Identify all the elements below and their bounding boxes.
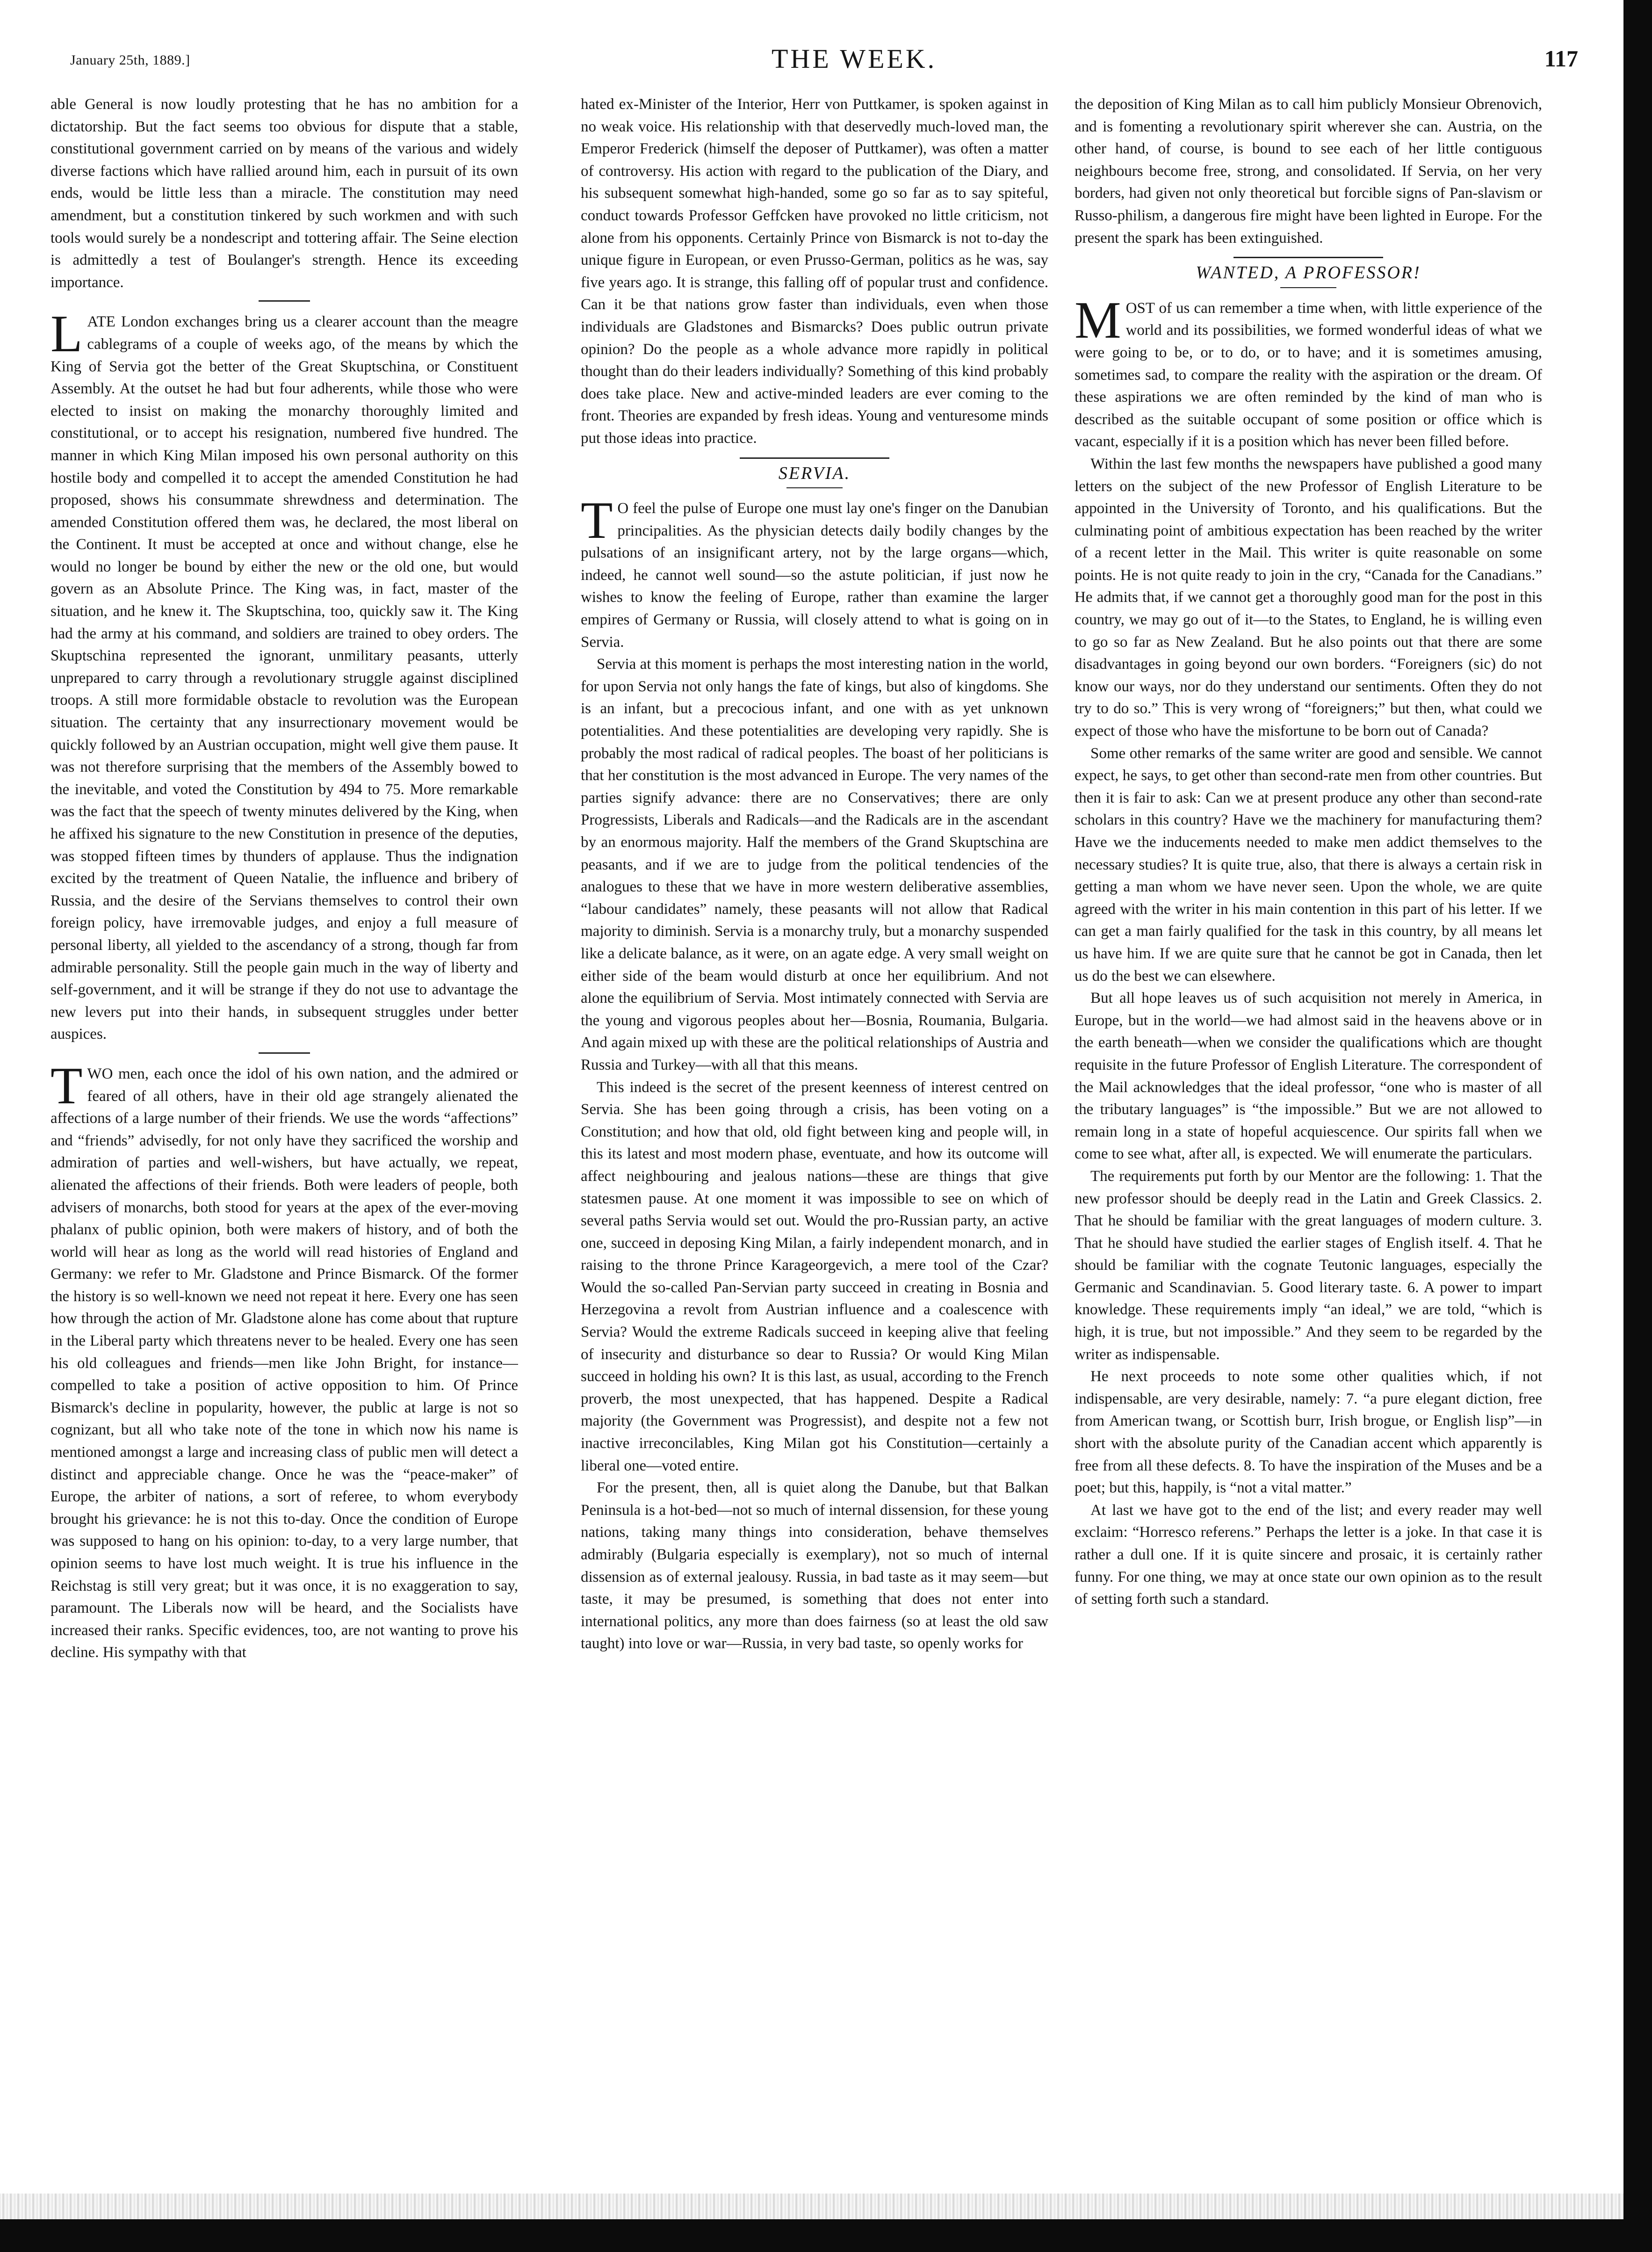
section-divider [740, 457, 889, 459]
paragraph-boulanger: able General is now loudly protesting that he has no ambition for a dictatorship. But the fact seems too obvious for dispute that a stable, constitutional government carried on by means of the various and widely diverse factions which have rallied around him, each in pursuit of its own ends, would be little less than a miracle. The constitution may need amendment, but a constitution tinkered by such workmen and with such tools would surely be a nondescript and tottering affair. The Seine election is admittedly a test of Boulanger's strength. Hence its exceeding importance. [50, 96, 518, 291]
issue-date: January 25th, 1889.] [70, 52, 190, 68]
column-1 [50, 94, 518, 2184]
page-number: 117 [1544, 45, 1578, 72]
masthead [51, 43, 1613, 76]
column-2 [581, 94, 1048, 2184]
paragraph-servia-interesting: Servia at this moment is perhaps the most interesting nation in the world, for upon Servia not only hangs the fate of kings, but also of kingdoms. She is an infant, but a precocious infant, and one with as yet unknown potentialities. And these potentialities are developing very rapidly. She is probably the most radical of radical peoples. The boast of her politicians is that her constitution is the most advanced in Europe. The very names of the parties signify advance: there are no Conservatives; there are only Progressists, Liberals and Radicals—and the Radicals are in the ascendant by an enormous majority. Half the members of the Grand Skuptschina are peasants, and if we are to judge from the political tendencies of the analogues to these that we have in more western deliberative assemblies, “labour candidates” namely, these peasants will not allow that Radical majority to diminish. Servia is a monarchy truly, but a monarchy suspended like a delicate balance, as it were, on an agate edge. A very small weight on either side of the beam would disturb at once her equilibrium. And not alone the equilibrium of Servia. Most intimately connected with Servia are the young and vigorous peoples about her—Bosnia, Roumania, Bulgaria. And again mixed up with these are the political relationships of Austria and Russia and Turkey—with all that this means. [581, 656, 1048, 1073]
scan-edge-right [1623, 0, 1652, 2252]
scan-edge-bottom [0, 2219, 1652, 2252]
heading-underline [786, 487, 843, 488]
article-heading-servia: SERVIA. [778, 463, 851, 483]
paragraph-professor-hope: But all hope leaves us of such acquisition not merely in America, in Europe, but in the world—we had almost said in the heavens above or in the earth beneath—when we consider the qualifications which are thought requisite in the future Professor of English Literature. The correspondent of the Mail acknowledges that the ideal professor, “one who is master of all the tributary languages” is “the impossible.” But we are not allowed to remain long in a state of hopeful acquiescence. Our spirits fall when we come to see what, after all, is expected. We will enumerate the particulars. [1075, 990, 1542, 1163]
heading-underline [1280, 287, 1336, 288]
paragraph-servia-keenness: This indeed is the secret of the present keenness of interest centred on Servia. She has been going through a crisis, has been voting on a Constitution; and how that old, old fight between king and people will, in this its latest and most modern phase, eventuate, and how its outcome will affect neighbouring and jealous nations—these are things that give statesmen pause. At one moment it was impossible to see on which of several paths Servia would set out. Would the pro-Russian party, an active one, succeed in deposing King Milan, a fairly independent monarch, and in raising to the throne Prince Karageorgevich, a mere tool of the Czar? Would the so-called Pan-Servian party succeed in creating in Bosnia and Herzegovina a revolt from Austrian influence and a coalescence with Servia? Would the extreme Radicals succeed in keeping alive that feeling of insecurity and disturbance so dear to Russia? Or would King Milan succeed in holding his own? It is this last, as usual, according to the French proverb, the most unexpected, that has happened. Despite a Radical majority (the Government was Progressist), and despite not a few not inactive irreconcilables, King Milan got his Constitution—certainly a liberal one—voted entire. [581, 1079, 1048, 1474]
paragraph-professor-requirements: The requirements put forth by our Mentor are the following: 1. That the new professor should be deeply read in the Latin and Greek Classics. 2. That he should be familiar with the great languages of modern culture. 3. That he should have studied the earlier stages of English itself. 4. That he should be familiar with the cognate Teutonic languages, especially the Germanic and Scandinavian. 5. Good literary taste. 6. A power to impart knowledge. These requirements imply “an ideal,” we are told, “which is high, it is true, but not impossible.” And they seem to be regarded by the writer as indispensable. [1075, 1167, 1542, 1363]
paragraph-professor-intro: MOST of us can remember a time when, with little experience of the world and its possibilities, we formed wonderful ideas of what we were going to be, or to do, or to have; and it is sometimes amusing, sometimes sad, to compare the reality with the aspiration or the dream. Of these aspirations we are often reminded by the kind of man who is described as the suitable occupant of some position or office which is vacant, especially if it is a position which has never been filled before. [1075, 291, 1542, 450]
paragraph-professor-conclusion: At last we have got to the end of the list; and every reader may well exclaim: “Horresco referens.” Perhaps the letter is a joke. In that case it is rather a dull one. If it is quite sincere and prosaic, it is certainly rather funny. For one thing, we may at once state our own opinion as to the result of setting forth such a standard. [1075, 1501, 1542, 1608]
article-heading-wanted-professor: WANTED, A PROFESSOR! [1196, 263, 1421, 283]
scan-edge-bottom-shade [0, 2194, 1623, 2219]
column-3 [1075, 94, 1542, 2184]
paragraph-professor-qualities: He next proceeds to note some other qualities which, if not indispensable, are very desirable, namely: 7. “a pure elegant diction, free from American twang, or Scottish burr, Irish brogue, or English lisp”—in short with the absolute purity of the Canadian accent which apparently is free from all these defects. 8. To have the inspiration of the Muses and be a poet; but this, happily, is “not a vital matter.” [1075, 1368, 1542, 1497]
paragraph-professor-letters: Within the last few months the newspapers have published a good many letters on the subject of the new Professor of English Literature to be appointed in the University of Toronto, and his qualifications. But the culminating point of ambitious expectation has been reached by the writer of a recent letter in the Mail. This writer is quite reasonable on some points. He is not quite ready to join in the cry, “Canada for the Canadians.” He admits that, if we cannot get a thoroughly good man for the post in this country, we may go out of it—to the States, to England, he is willing even to go so far as New Zealand. But he also points out that there are some disadvantages in going beyond our own borders. “Foreigners (sic) do not know our ways, nor do they understand our sentiments. Often they do not try to do so.” This is very wrong of “foreigners;” but then, what could we expect of those who have the misfortune to be born out of Canada? [1075, 455, 1542, 740]
section-divider [259, 300, 310, 302]
paragraph-gladstone-bismarck: TWO men, each once the idol of his own nation, and the admired or feared of all others, have in their old age strangely alienated the affections of a large number of their friends. We use the words “affections” and “friends” advisedly, for not only have they sacrificed the worship and admiration of parties and well-wishers, but have actually, we repeat, alienated the affections of their friends. Both were leaders of people, both advisers of monarchs, both stood for years at the apex of the ever-moving phalanx of public opinion, both were makers of history, and of both the world will hear as long as the world will read histories of England and Germany: we refer to Mr. Gladstone and Prince Bismarck. Of the former the history is so well-known we need not repeat it here. Every one has seen how through the action of Mr. Gladstone alone has come about that rupture in the Liberal party which threatens never to be healed. Every one has seen his old colleagues and friends—men like John Bright, for instance—compelled to take a position of active opposition to him. Of Prince Bismarck's decline in popularity, however, the public at large is not so cognizant, but all who take note of the tone in which now his name is mentioned amongst a large and increasing class of public men will detect a distinct and appreciable change. Once he was the “peace-maker” of Europe, the arbiter of nations, a sort of referee, to whom everybody brought his grievance: he is not this to-day. Once the condition of Europe was supposed to hang on his opinion: to-day, to a very large number, that opinion seems to have lost much weight. It is true his influence in the Reichstag is still very great; but it was once, it is no exaggeration to say, paramount. The Liberals now will be heard, and the Socialists have increased their ranks. Specific evidences, too, are not wanting to prove his decline. His sympathy with that [50, 1057, 518, 1661]
paragraph-servia-danube: For the present, then, all is quiet along the Danube, but that Balkan Peninsula is a hot-bed—not so much of internal dissension, for these young nations, taking many things into consideration, behave themselves admirably (Bulgaria especially is exemplary), not so much of internal dissension as of external jealousy. Russia, in bad taste as it may seem—but taste, it may be presumed, is something that does not enter into international politics, any more than does fairness (so at least the old saw taught) into love or war—Russia, in very bad taste, so openly works for [581, 1479, 1048, 1652]
paragraph-professor-remarks: Some other remarks of the same writer are good and sensible. We cannot expect, he says, to get other than second-rate men from other countries. But then it is fair to ask: Can we at present produce any other than second-rate scholars in this country? Have we the machinery for manufacturing them? Have we the inducements needed to make men addict themselves to the necessary studies? It is quite true, also, that there is always a certain risk in getting a man whom we have never seen. Upon the whole, we are quite agreed with the writer in his main contention in this part of his letter. If we can get a man fairly qualified for the task in this country, by all means let us have him. If we are quite sure that he cannot be got in Canada, then let us do the best we can elsewhere. [1075, 745, 1542, 985]
newspaper-title: THE WEEK. [772, 43, 937, 74]
paragraph-servia-pulse: TO feel the pulse of Europe one must lay one's finger on the Danubian principalities. As the physician detects daily bodily changes by the pulsations of an insignificant artery, not by the large organs—which, indeed, he cannot well sound—so the astute politician, if just now he wishes to know the feeling of Europe, rather than examine the larger empires of Germany or Russia, will closely attend to what is going on in Servia. [581, 492, 1048, 651]
section-divider [259, 1052, 310, 1054]
paragraph-king-of-servia: LATE London exchanges bring us a clearer account than the meagre cablegrams of a couple of weeks ago, of the means by which the King of Servia got the better of the Great Skuptschina, or Constituent Assembly. At the outset he had but four adherents, while those who were elected to insist on making the monarchy thoroughly limited and constitutional, or to accept his resignation, numbered five hundred. The manner in which King Milan imposed his own personal authority on this hostile body and compelled it to accept the amended Constitution he had proposed, shows his consummate shrewdness and determination. The amended Constitution offered them was, he declared, the most liberal on the Continent. It must be accepted at once and without change, else he would no longer be bound by either the new or the old one, but would govern as an Absolute Prince. The King was, in fact, master of the situation, and he knew it. The Skuptschina, too, quickly saw it. The King had the army at his command, and soldiers are trained to obey orders. The Skuptschina represented the ignorant, unmilitary peasants, utterly unprepared to carry through a revolutionary struggle against disciplined troops. A still more formidable obstacle to revolution was the European situation. The certainty that any insurrectionary movement would be quickly followed by an Austrian occupation, might well give them pause. It was not therefore surprising that the members of the Assembly bowed to the inevitable, and voted the Constitution by 494 to 75. More remarkable was the fact that the speech of twenty minutes delivered by the King, when he affixed his signature to the new Constitution in presence of the deputies, was stopped fifteen times by thunders of applause. Thus the indignation excited by the treatment of Queen Natalie, the influence and bribery of Russia, and the desire of the Servians themselves to control their own foreign policy, have irremovable judges, and enjoy a full measure of personal liberty, all yielded to the ascendancy of a strong, though far from admirable personality. Still the people gain much in the way of liberty and self-government, and it will be strange if they do not use to advantage the new levers put into their hands, in subsequent struggles under better auspices. [50, 305, 518, 1043]
section-divider [1234, 257, 1383, 258]
paragraph-puttkamer: hated ex-Minister of the Interior, Herr von Puttkamer, is spoken against in no weak voice. His relationship with that deservedly much-loved man, the Emperor Frederick (himself the deposer of Puttkamer), was often a matter of controversy. His action with regard to the publication of the Diary, and his subsequent somewhat high-handed, some go so far as to say spiteful, conduct towards Professor Geffcken have provoked no little criticism, not alone from his opponents. Certainly Prince von Bismarck is not to-day the unique figure in European, or even Prusso-German, politics as he was, say five years ago. It is strange, this falling off of popular trust and confidence. Can it be that nations grow faster than individuals, even when those individuals are Gladstones and Bismarcks? Does public outrun private opinion? Do the people as a whole advance more rapidly in political thought than do their leaders individually? Something of this kind probably does take place. New and active-minded leaders are ever coming to the front. Theories are expanded by fresh ideas. Young and venturesome minds put those ideas into practice. [581, 96, 1048, 447]
paragraph-king-milan: the deposition of King Milan as to call him publicly Monsieur Obrenovich, and is fomenting a revolutionary spirit wherever she can. Austria, on the other hand, of course, is bound to see each of her little contiguous neighbours become free, strong, and consolidated. If Servia, on her very borders, had given not only theoretical but forcible signs of Pan-slavism or Russo-philism, a dangerous fire might have been lighted in Europe. For the present the spark has been extinguished. [1075, 96, 1542, 246]
